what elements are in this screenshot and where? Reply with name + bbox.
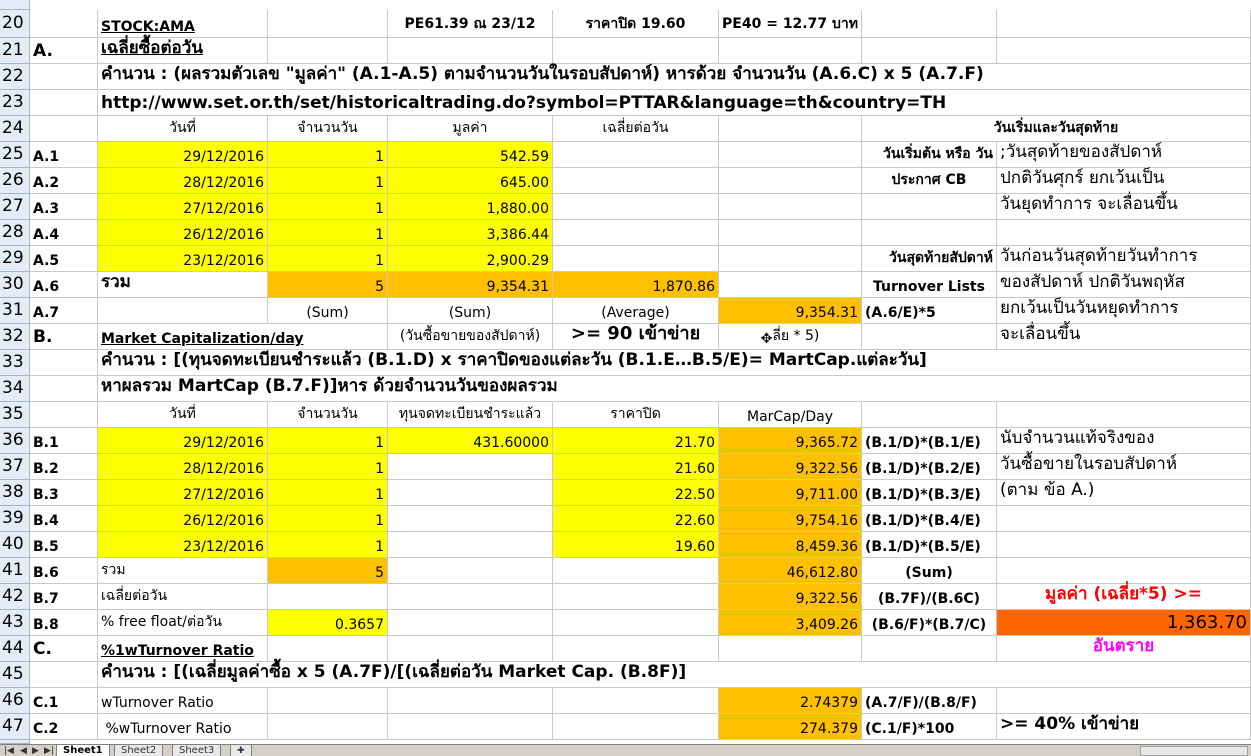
row-label[interactable]: A.5 [30, 246, 98, 272]
mcap-cell[interactable]: 9,322.56 [719, 454, 862, 480]
section-title[interactable]: %1wTurnover Ratio [98, 636, 268, 662]
cell[interactable] [862, 402, 997, 428]
note-cell[interactable]: วันสุดท้ายสัปดาห์ [862, 246, 997, 272]
header-days[interactable]: จำนวนวัน [268, 116, 388, 142]
row-header[interactable]: 38 [0, 480, 30, 506]
row-header[interactable]: 33 [0, 350, 30, 376]
cell[interactable] [30, 350, 98, 376]
mcap-avg-cell[interactable]: 9,322.56 [719, 584, 862, 610]
header-avg[interactable]: เฉลี่ยต่อวัน [553, 116, 719, 142]
row-label[interactable]: B.4 [30, 506, 98, 532]
formula-note[interactable]: (B.1/D)*(B.2/E) [862, 454, 997, 480]
days-cell[interactable]: 1 [268, 532, 388, 558]
row-label[interactable]: A.1 [30, 142, 98, 168]
cell[interactable] [553, 246, 719, 272]
formula-description[interactable]: คำนวน : (ผลรวมตัวเลข "มูลค่า" (A.1-A.5) ตามจำนวนวันในรอบสัปดาห์) หารด้วย จำนวนวัน (A.6.C) x 5 (A.7.F) [98, 64, 1251, 90]
formula-note[interactable]: (B.1/D)*(B.1/E) [862, 428, 997, 454]
days-cell[interactable]: 1 [268, 168, 388, 194]
total-label[interactable]: รวม [98, 272, 268, 298]
header-date[interactable]: วันที่ [98, 402, 268, 428]
row-header[interactable]: 22 [0, 64, 30, 90]
close-cell[interactable]: 22.50 [553, 480, 719, 506]
days-total-cell[interactable]: 5 [268, 272, 388, 298]
note-cell[interactable]: (วันซื้อขายของสัปดาห์) [388, 324, 553, 350]
header-capital[interactable]: ทุนจดทะเบียนชำระแล้ว [388, 402, 553, 428]
cell[interactable] [30, 90, 98, 116]
cell[interactable] [388, 688, 553, 714]
formula-note[interactable]: (A.6/E)*5 [862, 298, 997, 324]
cell[interactable] [553, 714, 719, 740]
cell[interactable] [553, 688, 719, 714]
capital-cell[interactable] [388, 506, 553, 532]
row-label[interactable]: B.7 [30, 584, 98, 610]
tab-sheet1[interactable]: Sheet1 [56, 745, 110, 756]
row-header[interactable]: 40 [0, 532, 30, 558]
row-header[interactable]: 43 [0, 610, 30, 636]
formula-note[interactable]: (Sum) [862, 558, 997, 584]
note-text: ลี่ย * 5) [772, 328, 820, 344]
cell[interactable] [30, 376, 98, 402]
note-cell[interactable]: ประกาศ CB [862, 168, 997, 194]
section-title[interactable]: เฉลี่ยซื้อต่อวัน [98, 38, 268, 64]
formula-note[interactable]: (C.1/F)*100 [862, 714, 997, 740]
row-label[interactable]: B.8 [30, 610, 98, 636]
close-cell[interactable]: 19.60 [553, 532, 719, 558]
tab-sheet3[interactable]: Sheet3 [172, 745, 221, 756]
formula-note[interactable]: (B.1/D)*(B.5/E) [862, 532, 997, 558]
note-cell[interactable]: วันซื้อขายในรอบสัปดาห์ [997, 454, 1251, 480]
next-sheet-icon[interactable]: ▶ [32, 746, 39, 756]
section-title[interactable]: Market Capitalization/day [98, 324, 388, 350]
row-header[interactable]: 37 [0, 454, 30, 480]
first-sheet-icon[interactable]: |◀ [4, 746, 14, 756]
sum-label[interactable]: (Sum) [268, 298, 388, 324]
cell[interactable] [719, 116, 862, 142]
mcap-cell[interactable]: 9,754.16 [719, 506, 862, 532]
cell[interactable] [30, 402, 98, 428]
row-header[interactable]: 39 [0, 506, 30, 532]
date-cell[interactable]: 28/12/2016 [98, 454, 268, 480]
move-cursor-icon: ✥ [760, 331, 773, 347]
days-cell[interactable]: 1 [268, 428, 388, 454]
threshold-cell[interactable]: >= 90 เข้าข่าย [553, 324, 719, 350]
mcap-freefloat-cell[interactable]: 3,409.26 [719, 610, 862, 636]
row-header[interactable]: 24 [0, 116, 30, 142]
note-cell[interactable]: ;วันสุดท้ายของสัปดาห์ [997, 142, 1251, 168]
cell[interactable] [997, 10, 1251, 38]
cell[interactable] [388, 610, 553, 636]
capital-cell[interactable] [388, 454, 553, 480]
days-cell[interactable]: 1 [268, 454, 388, 480]
cell[interactable] [388, 558, 553, 584]
row-header[interactable]: 44 [0, 636, 30, 662]
date-cell[interactable]: 26/12/2016 [98, 506, 268, 532]
cell[interactable] [719, 168, 862, 194]
cell[interactable] [30, 10, 98, 38]
cell[interactable] [719, 220, 862, 246]
days-cell[interactable]: 1 [268, 480, 388, 506]
close-cell[interactable]: 22.60 [553, 506, 719, 532]
label-cell[interactable]: เฉลี่ยต่อวัน [98, 584, 268, 610]
row-label[interactable]: B.5 [30, 532, 98, 558]
cell[interactable] [268, 688, 388, 714]
note-cell[interactable]: วันก่อนวันสุดท้ายวันทำการ [997, 246, 1251, 272]
row-header[interactable]: 41 [0, 558, 30, 584]
value-cell[interactable]: 3,386.44 [388, 220, 553, 246]
header-close[interactable]: ราคาปิด [553, 402, 719, 428]
days-cell[interactable]: 1 [268, 142, 388, 168]
row-header[interactable]: 26 [0, 168, 30, 194]
pe40-cell[interactable]: PE40 = 12.77 บาท [719, 10, 862, 38]
cell[interactable] [268, 714, 388, 740]
weekly-value-cell[interactable]: 9,354.31 [719, 298, 862, 324]
note-cell[interactable]: ปกติวันศุกร์ ยกเว้นเป็น [997, 168, 1251, 194]
formula-note[interactable]: (B.6/F)*(B.7/C) [862, 610, 997, 636]
row-header[interactable] [0, 0, 30, 10]
danger-label[interactable]: อันตราย [997, 636, 1251, 662]
note-cell[interactable]: จะเลื่อนขึ้น [997, 324, 1251, 350]
warning-label[interactable]: มูลค่า (เฉลี่ย*5) >= [997, 584, 1251, 610]
row-header[interactable]: 28 [0, 220, 30, 246]
cell[interactable] [862, 194, 997, 220]
header-startend[interactable]: วันเริ่มและวันสุดท้าย [862, 116, 1251, 142]
cell[interactable] [553, 142, 719, 168]
note-cell[interactable] [997, 506, 1251, 532]
cell[interactable] [30, 64, 98, 90]
cell[interactable] [719, 194, 862, 220]
cell[interactable] [997, 38, 1251, 64]
row-header[interactable]: 36 [0, 428, 30, 454]
cell[interactable] [553, 168, 719, 194]
note-cell[interactable] [997, 532, 1251, 558]
mcap-cell[interactable]: 8,459.36 [719, 532, 862, 558]
days-total-cell[interactable]: 5 [268, 558, 388, 584]
date-cell[interactable]: 23/12/2016 [98, 532, 268, 558]
cell[interactable] [719, 246, 862, 272]
cell[interactable] [862, 10, 997, 38]
label-cell[interactable]: รวม [98, 558, 268, 584]
formula-note[interactable]: (B.7F)/(B.6C) [862, 584, 997, 610]
formula-description[interactable]: คำนวน : [(เฉลี่ยมูลค่าซื้อ x 5 (A.7F)/[(เฉลี่ยต่อวัน Market Cap. (B.8F)] [98, 662, 1251, 688]
formula-note[interactable]: (B.1/D)*(B.3/E) [862, 480, 997, 506]
cell[interactable] [553, 558, 719, 584]
row-label[interactable]: B.2 [30, 454, 98, 480]
formula-description[interactable]: หาผลรวม MartCap (B.7.F)]หาร ด้วยจำนวนวันของผลรวม [98, 376, 1251, 402]
capital-cell[interactable]: 431.60000 [388, 428, 553, 454]
note-cell[interactable]: นับจำนวนแท้จริงของ [997, 428, 1251, 454]
row-header[interactable]: 31 [0, 298, 30, 324]
cell[interactable] [30, 662, 98, 688]
row-label[interactable]: A.4 [30, 220, 98, 246]
ratio-cell[interactable]: 2.74379 [719, 688, 862, 714]
header-mcap[interactable]: MarCap/Day [719, 402, 862, 428]
note-cell[interactable]: ยกเว้นเป็นวันหยุดทำการ [997, 298, 1251, 324]
section-label[interactable]: A. [30, 38, 98, 64]
header-value[interactable]: มูลค่า [388, 116, 553, 142]
cell[interactable] [719, 142, 862, 168]
row-header[interactable]: 20 [0, 10, 30, 38]
value-cell[interactable]: 2,900.29 [388, 246, 553, 272]
result-cell[interactable]: 1,363.70 [997, 610, 1251, 636]
row-header[interactable]: 30 [0, 272, 30, 298]
capital-cell[interactable] [388, 532, 553, 558]
row-label[interactable]: B.1 [30, 428, 98, 454]
cell[interactable] [862, 220, 997, 246]
row-header[interactable]: 25 [0, 142, 30, 168]
free-float-cell[interactable]: 0.3657 [268, 610, 388, 636]
row-label[interactable]: A.2 [30, 168, 98, 194]
row-label[interactable]: A.6 [30, 272, 98, 298]
row-label[interactable]: A.7 [30, 298, 98, 324]
mcap-cell[interactable]: 9,711.00 [719, 480, 862, 506]
note-cell[interactable]: (ตาม ข้อ A.) [997, 480, 1251, 506]
threshold-note[interactable]: >= 40% เข้าข่าย [997, 714, 1251, 740]
header-date[interactable]: วันที่ [98, 116, 268, 142]
row-header[interactable]: 27 [0, 194, 30, 220]
close-cell[interactable]: 21.60 [553, 454, 719, 480]
url-cell[interactable]: http://www.set.or.th/set/historicaltrading.do?symbol=PTTAR&language=th&country=TH [98, 90, 1251, 116]
date-cell[interactable]: 27/12/2016 [98, 480, 268, 506]
cell[interactable] [553, 610, 719, 636]
cell[interactable] [553, 220, 719, 246]
row-header[interactable]: 47 [0, 714, 30, 740]
close-cell[interactable]: 21.70 [553, 428, 719, 454]
row-label[interactable]: C.1 [30, 688, 98, 714]
row-header[interactable]: 23 [0, 90, 30, 116]
row-header[interactable]: 35 [0, 402, 30, 428]
sheet-tab-bar [0, 744, 1251, 756]
cell[interactable] [719, 636, 862, 662]
note-cell[interactable]: Turnover Lists [862, 272, 997, 298]
tab-sheet2[interactable]: Sheet2 [114, 745, 163, 756]
value-total-cell[interactable]: 9,354.31 [388, 272, 553, 298]
cell[interactable] [268, 10, 388, 38]
date-cell[interactable]: 29/12/2016 [98, 142, 268, 168]
cell[interactable] [553, 584, 719, 610]
prev-sheet-icon[interactable]: ◀ [20, 746, 27, 756]
mcap-total-cell[interactable]: 46,612.80 [719, 558, 862, 584]
cell[interactable] [388, 584, 553, 610]
section-label[interactable]: C. [30, 636, 98, 662]
close-price-cell[interactable]: ราคาปิด 19.60 [553, 10, 719, 38]
formula-note[interactable]: (A.7/F)/(B.8/F) [862, 688, 997, 714]
row-header[interactable]: 45 [0, 662, 30, 688]
cell[interactable] [388, 714, 553, 740]
value-cell[interactable]: 1,880.00 [388, 194, 553, 220]
last-sheet-icon[interactable]: ▶| [44, 746, 54, 756]
label-cell[interactable]: %wTurnover Ratio [98, 714, 268, 740]
row-header[interactable]: 46 [0, 688, 30, 714]
note-cell[interactable]: วันยุดทำการ จะเลื่อนขึ้น [997, 194, 1251, 220]
cell[interactable] [268, 584, 388, 610]
row-header[interactable]: 42 [0, 584, 30, 610]
cell[interactable] [553, 194, 719, 220]
formula-note[interactable]: (B.1/D)*(B.4/E) [862, 506, 997, 532]
pe-cell[interactable]: PE61.39 ณ 23/12 [388, 10, 553, 38]
cell[interactable] [30, 116, 98, 142]
header-days[interactable]: จำนวนวัน [268, 402, 388, 428]
row-label[interactable]: A.3 [30, 194, 98, 220]
value-cell[interactable]: 645.00 [388, 168, 553, 194]
cell[interactable] [862, 636, 997, 662]
capital-cell[interactable] [388, 480, 553, 506]
ratio-percent-cell[interactable]: 274.379 [719, 714, 862, 740]
section-label[interactable]: B. [30, 324, 98, 350]
value-cell[interactable]: 542.59 [388, 142, 553, 168]
mcap-cell[interactable]: 9,365.72 [719, 428, 862, 454]
horizontal-scrollbar[interactable] [1140, 746, 1248, 756]
days-cell[interactable]: 1 [268, 194, 388, 220]
average-label[interactable]: (Average) [553, 298, 719, 324]
date-cell[interactable]: 28/12/2016 [98, 168, 268, 194]
label-cell[interactable]: wTurnover Ratio [98, 688, 268, 714]
insert-sheet-icon[interactable]: ✚ [230, 745, 252, 756]
row-header[interactable]: 21 [0, 38, 30, 64]
cell[interactable] [98, 298, 268, 324]
avg-cell[interactable]: 1,870.86 [553, 272, 719, 298]
note-cell[interactable]: ของสัปดาห์ ปกติวันพฤหัส [997, 272, 1251, 298]
cell[interactable] [719, 272, 862, 298]
date-cell[interactable]: 26/12/2016 [98, 220, 268, 246]
row-header[interactable]: 34 [0, 376, 30, 402]
row-label[interactable]: B.3 [30, 480, 98, 506]
date-cell[interactable]: 23/12/2016 [98, 246, 268, 272]
days-cell[interactable]: 1 [268, 506, 388, 532]
row-label[interactable]: C.2 [30, 714, 98, 740]
row-header[interactable]: 29 [0, 246, 30, 272]
date-cell[interactable]: 29/12/2016 [98, 428, 268, 454]
stock-cell[interactable]: STOCK:AMA [98, 10, 268, 38]
label-cell[interactable]: % free float/ต่อวัน [98, 610, 268, 636]
days-cell[interactable]: 1 [268, 246, 388, 272]
sum-label[interactable]: (Sum) [388, 298, 553, 324]
row-label[interactable]: B.6 [30, 558, 98, 584]
date-cell[interactable]: 27/12/2016 [98, 194, 268, 220]
note-cell[interactable]: วันเริ่มต้น หรือ วัน [862, 142, 997, 168]
formula-description[interactable]: คำนวน : [(ทุนจดทะเบียนชำระแล้ว (B.1.D) x ราคาปิดของแต่ละวัน (B.1.E…B.5/E)= MartCap.แต่ละวัน] [98, 350, 1251, 376]
days-cell[interactable]: 1 [268, 220, 388, 246]
row-header[interactable]: 32 [0, 324, 30, 350]
